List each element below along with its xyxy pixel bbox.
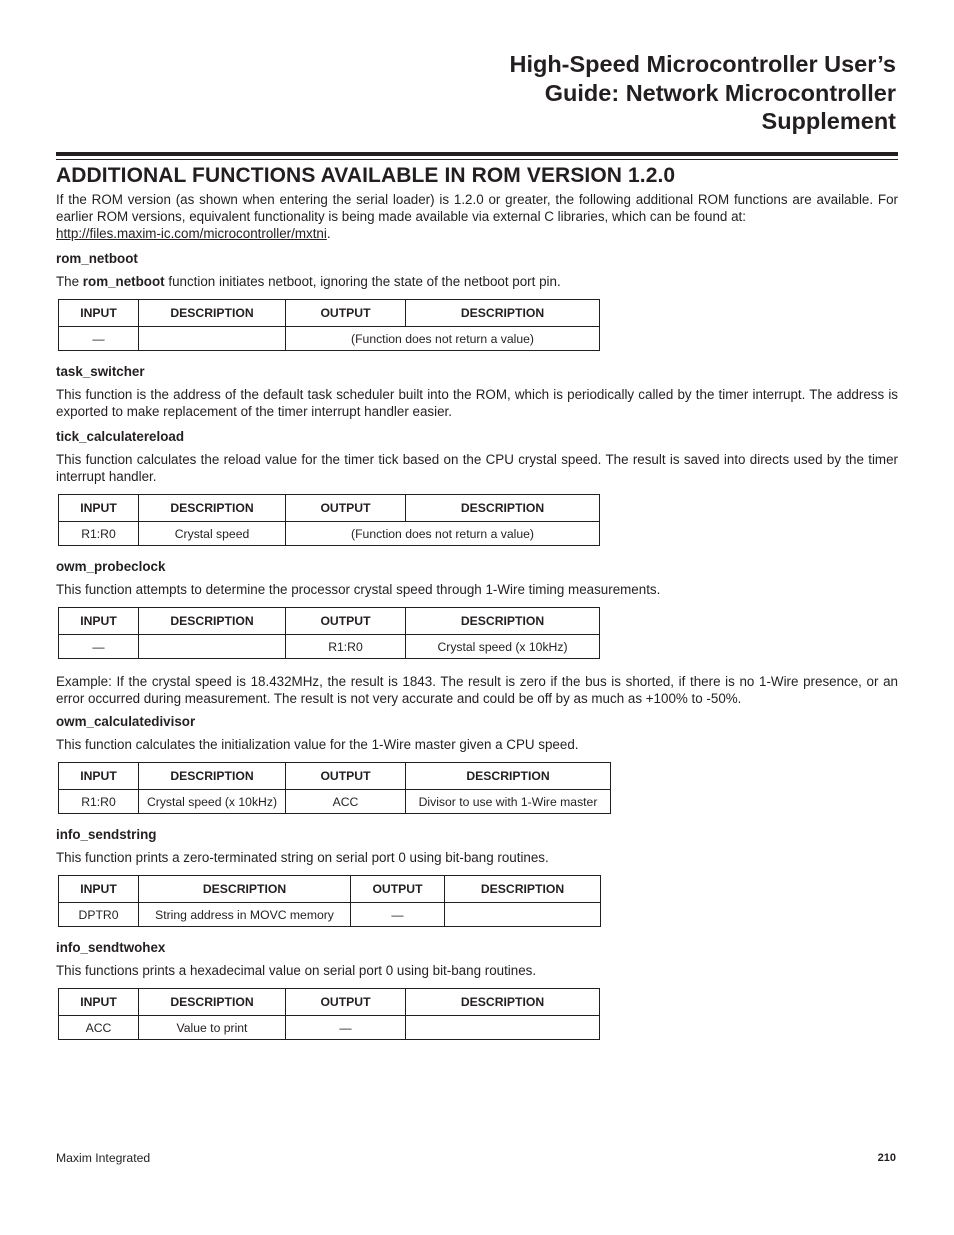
column-header-input-description: DESCRIPTION: [139, 495, 286, 522]
column-header-output-description: DESCRIPTION: [406, 608, 600, 635]
table-header-row: [59, 763, 611, 790]
cell-input-description: Crystal speed (x 10kHz): [139, 790, 286, 814]
column-header-output: OUTPUT: [286, 989, 406, 1016]
page-number: 210: [877, 1152, 896, 1164]
column-header-input: INPUT: [59, 495, 139, 522]
column-header-input-description: DESCRIPTION: [139, 300, 286, 327]
section-heading: ADDITIONAL FUNCTIONS AVAILABLE IN ROM VERSION 1.2.0: [56, 164, 676, 187]
function-description-info-sendtwohex: This functions prints a hexadecimal value on serial port 0 using bit-bang routines.: [56, 963, 537, 978]
function-heading-info-sendstring: info_sendstring: [56, 827, 157, 842]
function-description-tick-calculatereload: This function calculates the reload value for the timer tick based on the CPU crystal speed. The result is saved into directs used by the timer interrupt handler.: [56, 452, 898, 484]
column-header-output-description: DESCRIPTION: [406, 989, 600, 1016]
desc-prefix: The: [56, 274, 83, 289]
column-header-output-description: DESCRIPTION: [445, 876, 601, 903]
io-table-info-sendstring: [58, 875, 601, 927]
function-description-owm-calculatedivisor: This function calculates the initialization value for the 1-Wire master given a CPU speed.: [56, 737, 579, 752]
io-table-owm-calculatedivisor: [58, 762, 611, 814]
table-header-row: [59, 608, 600, 635]
column-header-output-description: DESCRIPTION: [406, 300, 600, 327]
desc-function-name: rom_netboot: [82, 274, 165, 289]
function-description-rom-netboot: [56, 273, 898, 290]
column-header-input-description: DESCRIPTION: [139, 608, 286, 635]
cell-output-description: [445, 903, 601, 927]
column-header-input: INPUT: [59, 300, 139, 327]
cell-output-merged: (Function does not return a value): [286, 327, 600, 351]
cell-input: R1:R0: [59, 522, 139, 546]
document-title-line: High-Speed Microcontroller User’s: [509, 51, 896, 77]
column-header-input-description: DESCRIPTION: [139, 763, 286, 790]
table-row: [59, 1016, 600, 1040]
cell-input-description: Crystal speed: [139, 522, 286, 546]
column-header-input-description: DESCRIPTION: [139, 876, 351, 903]
example-note-owm-probeclock: Example: If the crystal speed is 18.432MHz, the result is 1843. The result is zero if the bus is shorted, if there is no 1-Wire presence, or an error occurred during measurement. The result is not very accurate and could be off by as much as +100% to -50%.: [56, 674, 898, 706]
document-title-line: Guide: Network Microcontroller: [544, 79, 896, 106]
io-table-owm-probeclock: [58, 607, 600, 659]
document-title: [376, 50, 896, 136]
cell-output-description: Crystal speed (x 10kHz): [406, 635, 600, 659]
function-heading-tick-calculatereload: tick_calculatereload: [56, 429, 185, 444]
table-row: [59, 327, 600, 351]
cell-input: R1:R0: [59, 790, 139, 814]
function-description-task-switcher: This function is the address of the default task scheduler built into the ROM, which is periodically called by the timer interrupt. The address is exported to make replacement of the timer interrupt handler easier.: [56, 387, 898, 419]
column-header-output-description: DESCRIPTION: [406, 495, 600, 522]
cell-input-description: [139, 635, 286, 659]
intro-paragraph: [56, 191, 898, 242]
column-header-input: INPUT: [59, 989, 139, 1016]
cell-input-description: String address in MOVC memory: [139, 903, 351, 927]
header-divider-thick: [56, 152, 898, 156]
table-row: [59, 903, 601, 927]
cell-input-description: Value to print: [139, 1016, 286, 1040]
column-header-input: INPUT: [59, 608, 139, 635]
function-description-info-sendstring: This function prints a zero-terminated string on serial port 0 using bit-bang routines.: [56, 850, 549, 865]
desc-suffix: function initiates netboot, ignoring the state of the netboot port pin.: [164, 274, 561, 289]
io-table-info-sendtwohex: [58, 988, 600, 1040]
cell-input: ACC: [59, 1016, 139, 1040]
table-header-row: [59, 300, 600, 327]
column-header-output: OUTPUT: [286, 495, 406, 522]
cell-output: ACC: [286, 790, 406, 814]
intro-text: If the ROM version (as shown when entering the serial loader) is 1.2.0 or greater, the following additional ROM functions are available. For earlier ROM versions, equivalent functionality is being made available via external C libraries, which can be found at:: [56, 192, 898, 224]
column-header-output-description: DESCRIPTION: [406, 763, 611, 790]
cell-output: —: [286, 1016, 406, 1040]
function-heading-rom-netboot: rom_netboot: [56, 251, 138, 266]
intro-link-suffix: .: [326, 226, 331, 241]
cell-input: —: [59, 635, 139, 659]
function-heading-owm-probeclock: owm_probeclock: [56, 559, 166, 574]
cell-input: —: [59, 327, 139, 351]
io-table-tick-calculatereload: [58, 494, 600, 546]
column-header-output: OUTPUT: [286, 300, 406, 327]
cell-output: R1:R0: [286, 635, 406, 659]
function-heading-info-sendtwohex: info_sendtwohex: [56, 940, 166, 955]
column-header-input: INPUT: [59, 763, 139, 790]
cell-output-description: Divisor to use with 1-Wire master: [406, 790, 611, 814]
column-header-output: OUTPUT: [286, 608, 406, 635]
table-header-row: [59, 495, 600, 522]
cell-output-merged: (Function does not return a value): [286, 522, 600, 546]
table-row: [59, 635, 600, 659]
function-description-owm-probeclock: This function attempts to determine the processor crystal speed through 1-Wire timing measurements.: [56, 582, 661, 597]
table-header-row: [59, 989, 600, 1016]
document-title-line: Supplement: [761, 108, 896, 134]
column-header-output: OUTPUT: [286, 763, 406, 790]
table-row: [59, 522, 600, 546]
column-header-input: INPUT: [59, 876, 139, 903]
cell-output: —: [351, 903, 445, 927]
cell-input-description: [139, 327, 286, 351]
mxtni-library-link[interactable]: http://files.maxim-ic.com/microcontroller/mxtni: [56, 226, 327, 241]
table-header-row: [59, 876, 601, 903]
cell-input: DPTR0: [59, 903, 139, 927]
header-divider-thin: [56, 159, 898, 160]
footer-company: Maxim Integrated: [56, 1151, 151, 1165]
column-header-input-description: DESCRIPTION: [139, 989, 286, 1016]
function-heading-task-switcher: task_switcher: [56, 364, 145, 379]
io-table-rom-netboot: [58, 299, 600, 351]
main-content: [56, 163, 898, 1040]
cell-output-description: [406, 1016, 600, 1040]
column-header-output: OUTPUT: [351, 876, 445, 903]
table-row: [59, 790, 611, 814]
function-heading-owm-calculatedivisor: owm_calculatedivisor: [56, 714, 196, 729]
